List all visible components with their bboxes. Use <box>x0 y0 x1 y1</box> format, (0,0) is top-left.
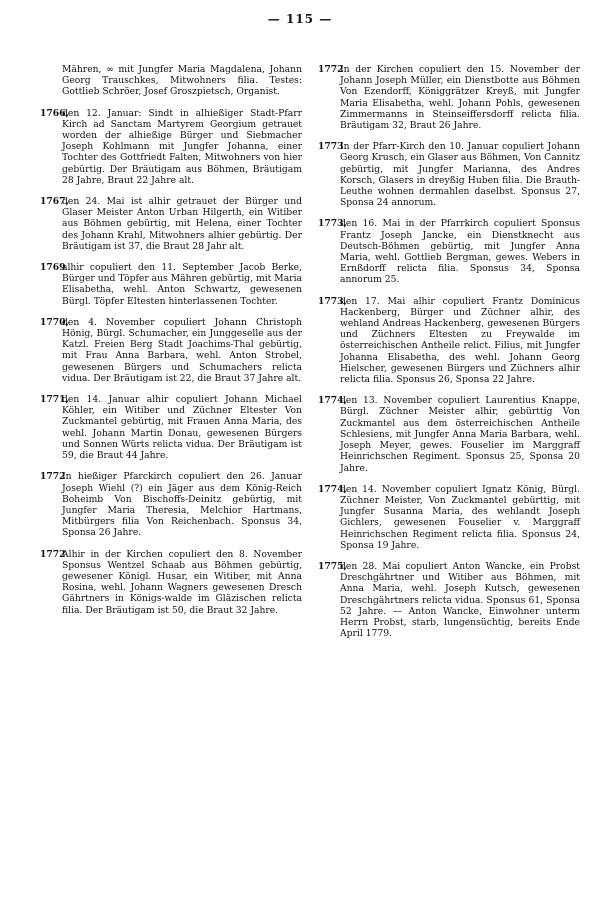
entry-text: den 14. Januar alhir copuliert Johann Michael Köhler, ein Witiber und Züchner Eltester Von Zuckmantel gebürtig, mit Frauen Anna Maria, des wehl. Johann Martin Donau, gewesenen Bürgers und Sonnen Würts relicta vidua. Der Bräutigam ist 59, die Braut 44 Jahre. <box>62 394 302 462</box>
right-column <box>318 64 580 649</box>
entry-text: den 13. November copuliert Laurentius Knappe, Bürgl. Züchner Meister alhir, gebürttig Von Zuckmantel aus dem österreichischen Antheile Schlesiens, mit Jungfer Anna Maria Barbara, wehl. Joseph Meyer, gewes. Fouselier im Marggraff Heinrichschen Regiment. Sponsus 25, Sponsa 20 Jahre. <box>340 395 580 474</box>
entry <box>318 395 580 473</box>
entry <box>318 561 580 639</box>
entry <box>40 196 302 252</box>
entry <box>40 471 302 538</box>
entry-year: 1767, <box>40 196 69 208</box>
entry-text: den 4. November copuliert Johann Christoph Hönig, Bürgl. Schumacher, ein Junggeselle aus der Katzl. Freien Berg Stadt Joachims-Thal gebürtig, mit Frau Anna Barbara, wehl. Anton Strobel, gewesenen Bürgers und Schumachers relicta vidua. Der Bräutigam ist 22, die Braut 37 Jahre alt. <box>62 316 302 384</box>
entry-year: 1775, <box>318 560 347 572</box>
entry <box>40 108 302 186</box>
entry-text: Alhir in der Kirchen copuliert den 8. November Sponsus Wentzel Schaab aus Böhmen gebürtig, gewesener Königl. Husar, ein Witiber, mit Anna Rosina, wehl. Johann Wagners gewesenen Dresch Gährtners in Königs-walde im Gläzischen relicta filia. Der Bräutigam ist 50, die Braut 32 Jahre. <box>62 548 302 616</box>
entry-text: In der Kirchen copuliert den 15. November der Johann Joseph Müller, ein Dienstbotte aus Böhmen Von Ezendorff, Königgrätzer Kreyß, mit Jungfer Maria Elisabetha, wehl. Johann Pohls, gewesenen Zimmermanns in Steinseiffersdorff relicta filia. Bräutigam 32, Braut 26 Jahre. <box>340 64 580 132</box>
entry-year: 1772 <box>40 471 66 483</box>
entry-text: den 12. Januar: Sindt in alhießiger Stadt-Pfarr Kirch ad Sanctam Martyrem Georgium getrauet worden der alhießige Bürger und Siebmacher Joseph Kohlmann mit Jungfer Johanna, einer Tochter des Gottfriedt Falten, Mitwohners von hier gebürtig. Der Bräutigam aus Böhmen, Bräutigam 28 Jahre, Braut 22 Jahre alt. <box>62 107 302 186</box>
entry <box>40 64 302 98</box>
entry-text: den 28. Mai copuliert Anton Wancke, ein Probst Dreschgährtner und Witiber aus Böhmen, mit Anna Maria, wehl. Joseph Kutsch, gewesenen Dreschgährtners relicta vidua. Sponsus 61, Sponsa 52 Jahre. — Anton Wancke, Einwohner unterm Herrn Probst, starb, lungensüchtig, bereits Ende April 1779. <box>340 560 580 640</box>
entry-year: 1773, <box>318 218 347 230</box>
entry <box>40 262 302 307</box>
entry-year: 1774, <box>318 395 347 407</box>
entry-text: In hießiger Pfarckirch copuliert den 26. Januar Joseph Wiehl (?) ein Jäger aus dem König-Reich Boheimb Von Bischoffs-Deinitz gebürtig, mit Jungfer Maria Theresia, Melchior Hartmans, Mitbürgers filia Von Reichenbach. Sponsus 34, Sponsa 26 Jahre. <box>62 471 302 539</box>
entry <box>318 64 580 131</box>
entry-text: alhir copuliert den 11. September Jacob Berke, Bürger und Töpfer aus Mähren gebürtig, mit Maria Elisabetha, wehl. Anton Schwartz, gewesenen Bürgl. Töpfer Eltesten hinterlassenen Tochter. <box>62 262 302 307</box>
entry-year: 1771, <box>40 394 69 406</box>
entry <box>40 394 302 461</box>
entry-text: den 17. Mai alhir copuliert Frantz Dominicus Hackenberg, Bürger und Züchner alhir, des wehland Andreas Hackenberg, gewesenen Bürgers und Züchners Eltesten zu Freywalde im österreichischen Antheile relict. Filius, mit Jungfer Johanna Elisabetha, des wehl. Johann Georg Hielscher, gewesenen Bürgers und Züchners alhir relicta filia. Sponsus 26, Sponsa 22 Jahre. <box>340 295 580 386</box>
entry-text: In der Pfarr-Kirch den 10. Januar copuliert Johann Georg Krusch, ein Glaser aus Böhmen, Von Cannitz gebürtig, mit Jungfer Marianna, des Andres Korsch, Glasers in dreyßig Huben filia. Die Brauth-Leuthe wohnen dermahlen daselbst. Sponsus 27, Sponsa 24 annorum. <box>340 141 580 209</box>
entry-text: den 24. Mai ist alhir getrauet der Bürger und Glaser Meister Anton Urban Hilgerth, ein Witiber aus Böhmen gebürtig, mit Helena, einer Tochter des Johann Krahl, Mitwohners alhier gebürtig. Der Bräutigam ist 37, die Braut 28 Jahr alt. <box>62 196 302 252</box>
entry <box>318 484 580 551</box>
page-number: — 115 — <box>267 12 333 26</box>
entry <box>318 141 580 208</box>
entry-year: 1769 <box>40 262 66 274</box>
entry-text: den 14. November copuliert Ignatz König, Bürgl. Züchner Meister, Von Zuckmantel gebürttig, mit Jungfer Susanna Maria, des wehlandt Joseph Gichlers, gewesenen Fouselier v. Marggraff Heinrichschen Regiment relicta filia. Sponsus 24, Sponsa 19 Jahre. <box>340 483 580 551</box>
entry-year: 1772 <box>318 64 344 75</box>
entry <box>318 296 580 386</box>
entry-year: 1773, <box>318 295 347 307</box>
entry <box>40 317 302 384</box>
entry-year: 1770, <box>40 316 69 328</box>
entry-year: 1772 <box>40 548 66 560</box>
entry-year: 1774, <box>318 483 347 495</box>
left-column <box>40 64 302 626</box>
entry-year: 1773 <box>318 141 344 153</box>
entry-text: den 16. Mai in der Pfarrkirch copuliert Sponsus Frantz Joseph Jancke, ein Dienstknecht aus Deutsch-Böhmen gebürtig, mit Jungfer Anna Maria, wehl. Gottlieb Bergman, gewes. Webers in Ernßdorff relicta filia. Sponsus 34, Sponsa annorum 25. <box>340 218 580 286</box>
entry-year: 1766, <box>40 107 69 119</box>
entry-text: Mähren, ∞ mit Jungfer Maria Magdalena, Johann Georg Trauschkes, Mitwohners filia. Testes: Gottlieb Schröer, Josef Groszpietsch, Organist. <box>62 64 302 98</box>
entry <box>40 549 302 616</box>
entry <box>318 218 580 285</box>
